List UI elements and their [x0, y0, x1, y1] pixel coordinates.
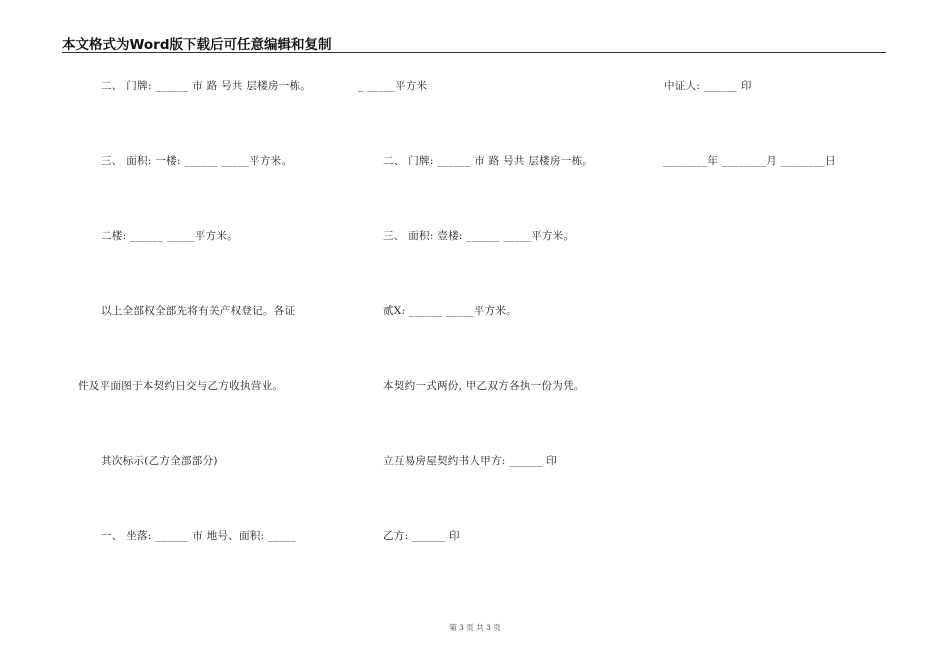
right-line-2: ________年 ________月 ________日: [663, 155, 836, 167]
left-line-3: 二楼: ______ _____平方米。: [101, 230, 238, 242]
left-line-1: 二、 门牌: ______ 市 路 号共 层楼房一栋。: [101, 80, 312, 92]
middle-line-3: 三、 面积: 壹楼: ______ _____平方米。: [383, 230, 575, 242]
document-header-title: 本文格式为Word版下载后可任意编辑和复制: [62, 37, 332, 53]
middle-line-6: 立互易房屋契约书人甲方: ______ 印: [383, 455, 558, 467]
middle-line-1: _ _____平方米: [358, 80, 428, 92]
middle-line-2: 二、 门牌: ______ 市 路 号共 层楼房一栋。: [383, 155, 594, 167]
middle-line-4: 贰X: ______ _____平方米。: [383, 305, 517, 317]
right-line-1: 中证人: ______ 印: [664, 80, 752, 92]
page-footer: 第 3 页 共 3 页: [449, 623, 501, 632]
header-divider: [62, 52, 886, 53]
left-line-5: 件及平面图于本契约日交与乙方收执营业。: [78, 380, 284, 392]
middle-line-5: 本契约一式两份, 甲乙双方各执一份为凭。: [383, 380, 585, 392]
left-line-7: 一、 坐落: ______ 市 地号、面积: _____: [101, 530, 296, 542]
left-line-6: 其次标示(乙方全部部分): [101, 455, 218, 467]
left-line-2: 三、 面积: 一楼: ______ _____平方米。: [101, 155, 293, 167]
middle-line-7: 乙方: ______ 印: [383, 530, 460, 542]
left-line-4: 以上全部权全部先将有关产权登记。各证: [101, 305, 296, 317]
